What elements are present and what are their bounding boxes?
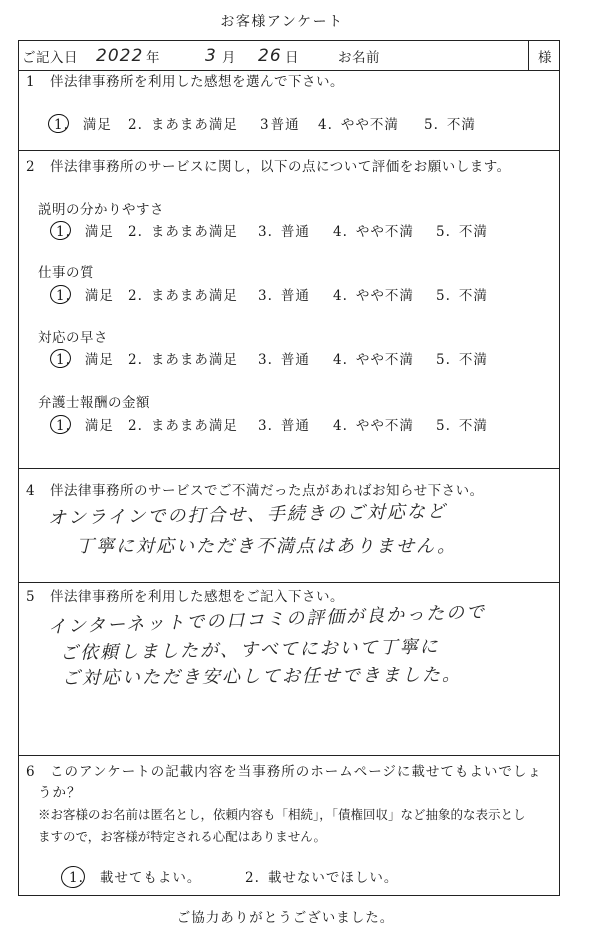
privacy-note: ますので，お客様が特定される心配はありません。	[38, 829, 327, 844]
option-label: やや不満	[340, 117, 399, 133]
option-number: 3.	[258, 418, 273, 434]
question-6-number: 6	[26, 764, 36, 780]
name-label: お名前	[338, 50, 380, 66]
option-number: 2.	[128, 224, 143, 240]
question-6-text: このアンケートの記載内容を当事務所のホームページに載せてもよいでしょ	[50, 764, 542, 780]
question-2-item-4-options	[0, 418, 560, 434]
option-label: まあまあ満足	[150, 117, 238, 133]
rating-option-2	[128, 224, 238, 240]
date-month: 3	[205, 46, 217, 66]
question-5-text: 伴法律事務所を利用した感想をご記入下さい。	[50, 589, 344, 605]
question-1	[26, 74, 344, 90]
rating-option-1	[56, 224, 114, 240]
name-divider	[528, 40, 529, 70]
option-number: 1.	[56, 418, 71, 434]
rating-option-1	[56, 352, 114, 368]
option-number: 5.	[436, 418, 451, 434]
option-label: まあまあ満足	[150, 418, 238, 434]
option-label: 載せてもよい。	[99, 870, 202, 886]
rating-option-3	[258, 288, 310, 304]
month-unit: 月	[222, 50, 236, 66]
handwritten-answer-line: オンラインでの打合せ、手続きのご対応など	[47, 501, 448, 529]
option-label: 不満	[458, 288, 488, 304]
question-2-number: 2	[26, 159, 36, 175]
option-number: 5.	[424, 117, 439, 133]
option-number: 4.	[333, 224, 348, 240]
option-label: 普通	[280, 288, 310, 304]
rating-option-4	[333, 352, 414, 368]
question-2-item-1-options	[0, 224, 560, 240]
rating-option-3	[258, 418, 310, 434]
honorific: 様	[538, 50, 552, 66]
option-number: 4.	[333, 418, 348, 434]
option-number: 2.	[128, 117, 143, 133]
date-label: ご記入日	[22, 50, 78, 66]
option-label: 満足	[84, 352, 114, 368]
header-divider	[18, 70, 560, 71]
option-number: 5.	[436, 224, 451, 240]
question-6	[26, 764, 542, 780]
section-divider	[18, 468, 560, 469]
question-2-text: 伴法律事務所のサービスに関し，以下の点について評価をお願いします。	[50, 159, 511, 175]
rating-option-5	[424, 117, 476, 133]
option-label: 不満	[458, 352, 488, 368]
date-day: 26	[258, 46, 282, 66]
rating-option-1	[56, 288, 114, 304]
rating-option-5	[436, 352, 488, 368]
handwritten-answer-line: インターネットでの口コミの評価が良かったので	[47, 601, 487, 638]
privacy-note: ※お客様のお名前は匿名とし，依頼内容も「相続」，「債権回収」など抽象的な表示とし	[38, 807, 526, 822]
option-label: まあまあ満足	[150, 224, 238, 240]
question-1-number: 1	[26, 74, 36, 90]
option-number: 1.	[69, 870, 84, 886]
handwritten-answer-line: 丁寧に対応いただき不満点はありません。	[76, 536, 458, 557]
question-2-item-label: 弁護士報酬の金額	[38, 395, 150, 411]
section-divider	[18, 582, 560, 583]
option-number: 2.	[245, 870, 260, 886]
option-label: 不満	[446, 117, 476, 133]
survey-title: お客様アンケート	[220, 14, 344, 30]
section-divider	[18, 755, 560, 756]
option-label: 普通	[280, 352, 310, 368]
option-label: まあまあ満足	[150, 288, 238, 304]
rating-option-3	[258, 352, 310, 368]
option-label: 不満	[458, 224, 488, 240]
option-number: 1.	[56, 352, 71, 368]
option-number: 3.	[258, 352, 273, 368]
rating-option-4	[333, 418, 414, 434]
rating-option-2	[128, 117, 238, 133]
question-2-item-label: 仕事の質	[38, 265, 94, 281]
handwritten-answer-line: ご依頼しましたが、すべてにおいて丁寧に	[59, 636, 440, 664]
rating-option-3	[260, 117, 300, 133]
question-2-item-label: 対応の早さ	[38, 330, 108, 346]
question-4	[26, 483, 484, 499]
rating-option-2	[128, 352, 238, 368]
question-5	[26, 589, 344, 605]
section-divider	[18, 150, 560, 151]
handwritten-answer-line: ご対応いただき安心してお任せできました。	[61, 664, 463, 689]
option-label: まあまあ満足	[150, 352, 238, 368]
day-unit: 日	[285, 50, 299, 66]
rating-option-1	[54, 117, 112, 133]
option-number: 1.	[56, 288, 71, 304]
option-number: 2.	[128, 352, 143, 368]
option-number: 4.	[333, 352, 348, 368]
option-number: 5.	[436, 288, 451, 304]
publish-ok-option	[69, 870, 201, 886]
option-label: 不満	[458, 418, 488, 434]
option-label: やや不満	[355, 352, 414, 368]
publish-no-option	[245, 870, 398, 886]
option-label: 満足	[82, 117, 112, 133]
question-2	[26, 159, 511, 175]
date-year: 2022	[96, 46, 144, 66]
question-2-item-label: 説明の分かりやすさ	[38, 202, 164, 218]
rating-option-5	[436, 418, 488, 434]
option-number: 2.	[128, 418, 143, 434]
question-2-item-3-options	[0, 352, 560, 368]
option-number: 1.	[56, 224, 71, 240]
thank-you-message: ご協力ありがとうございました。	[176, 910, 395, 926]
option-number: 5.	[436, 352, 451, 368]
rating-option-5	[436, 288, 488, 304]
option-label: 載せないでほしい。	[267, 870, 399, 886]
question-5-number: 5	[26, 589, 36, 605]
option-label: やや不満	[355, 418, 414, 434]
year-unit: 年	[146, 50, 160, 66]
option-label: 満足	[84, 418, 114, 434]
option-label: 普通	[270, 117, 300, 133]
rating-option-4	[333, 224, 414, 240]
rating-option-4	[318, 117, 399, 133]
question-2-item-2-options	[0, 288, 560, 304]
option-number: 2.	[128, 288, 143, 304]
option-number: 3	[260, 117, 270, 133]
option-number: 3.	[258, 288, 273, 304]
option-label: やや不満	[355, 288, 414, 304]
question-4-text: 伴法律事務所のサービスでご不満だった点があればお知らせ下さい。	[50, 483, 484, 499]
question-6-options	[0, 870, 560, 886]
option-label: やや不満	[355, 224, 414, 240]
rating-option-1	[56, 418, 114, 434]
question-6-text-continued: うか？	[38, 785, 82, 801]
option-number: 4.	[318, 117, 333, 133]
question-4-number: 4	[26, 483, 36, 499]
option-label: 満足	[84, 288, 114, 304]
option-label: 満足	[84, 224, 114, 240]
question-1-text: 伴法律事務所を利用した感想を選んで下さい。	[50, 74, 344, 90]
rating-option-5	[436, 224, 488, 240]
option-label: 普通	[280, 418, 310, 434]
question-1-options	[0, 117, 560, 133]
option-number: 1.	[54, 117, 69, 133]
rating-option-2	[128, 418, 238, 434]
option-number: 4.	[333, 288, 348, 304]
rating-option-2	[128, 288, 238, 304]
rating-option-3	[258, 224, 310, 240]
option-label: 普通	[280, 224, 310, 240]
rating-option-4	[333, 288, 414, 304]
option-number: 3.	[258, 224, 273, 240]
